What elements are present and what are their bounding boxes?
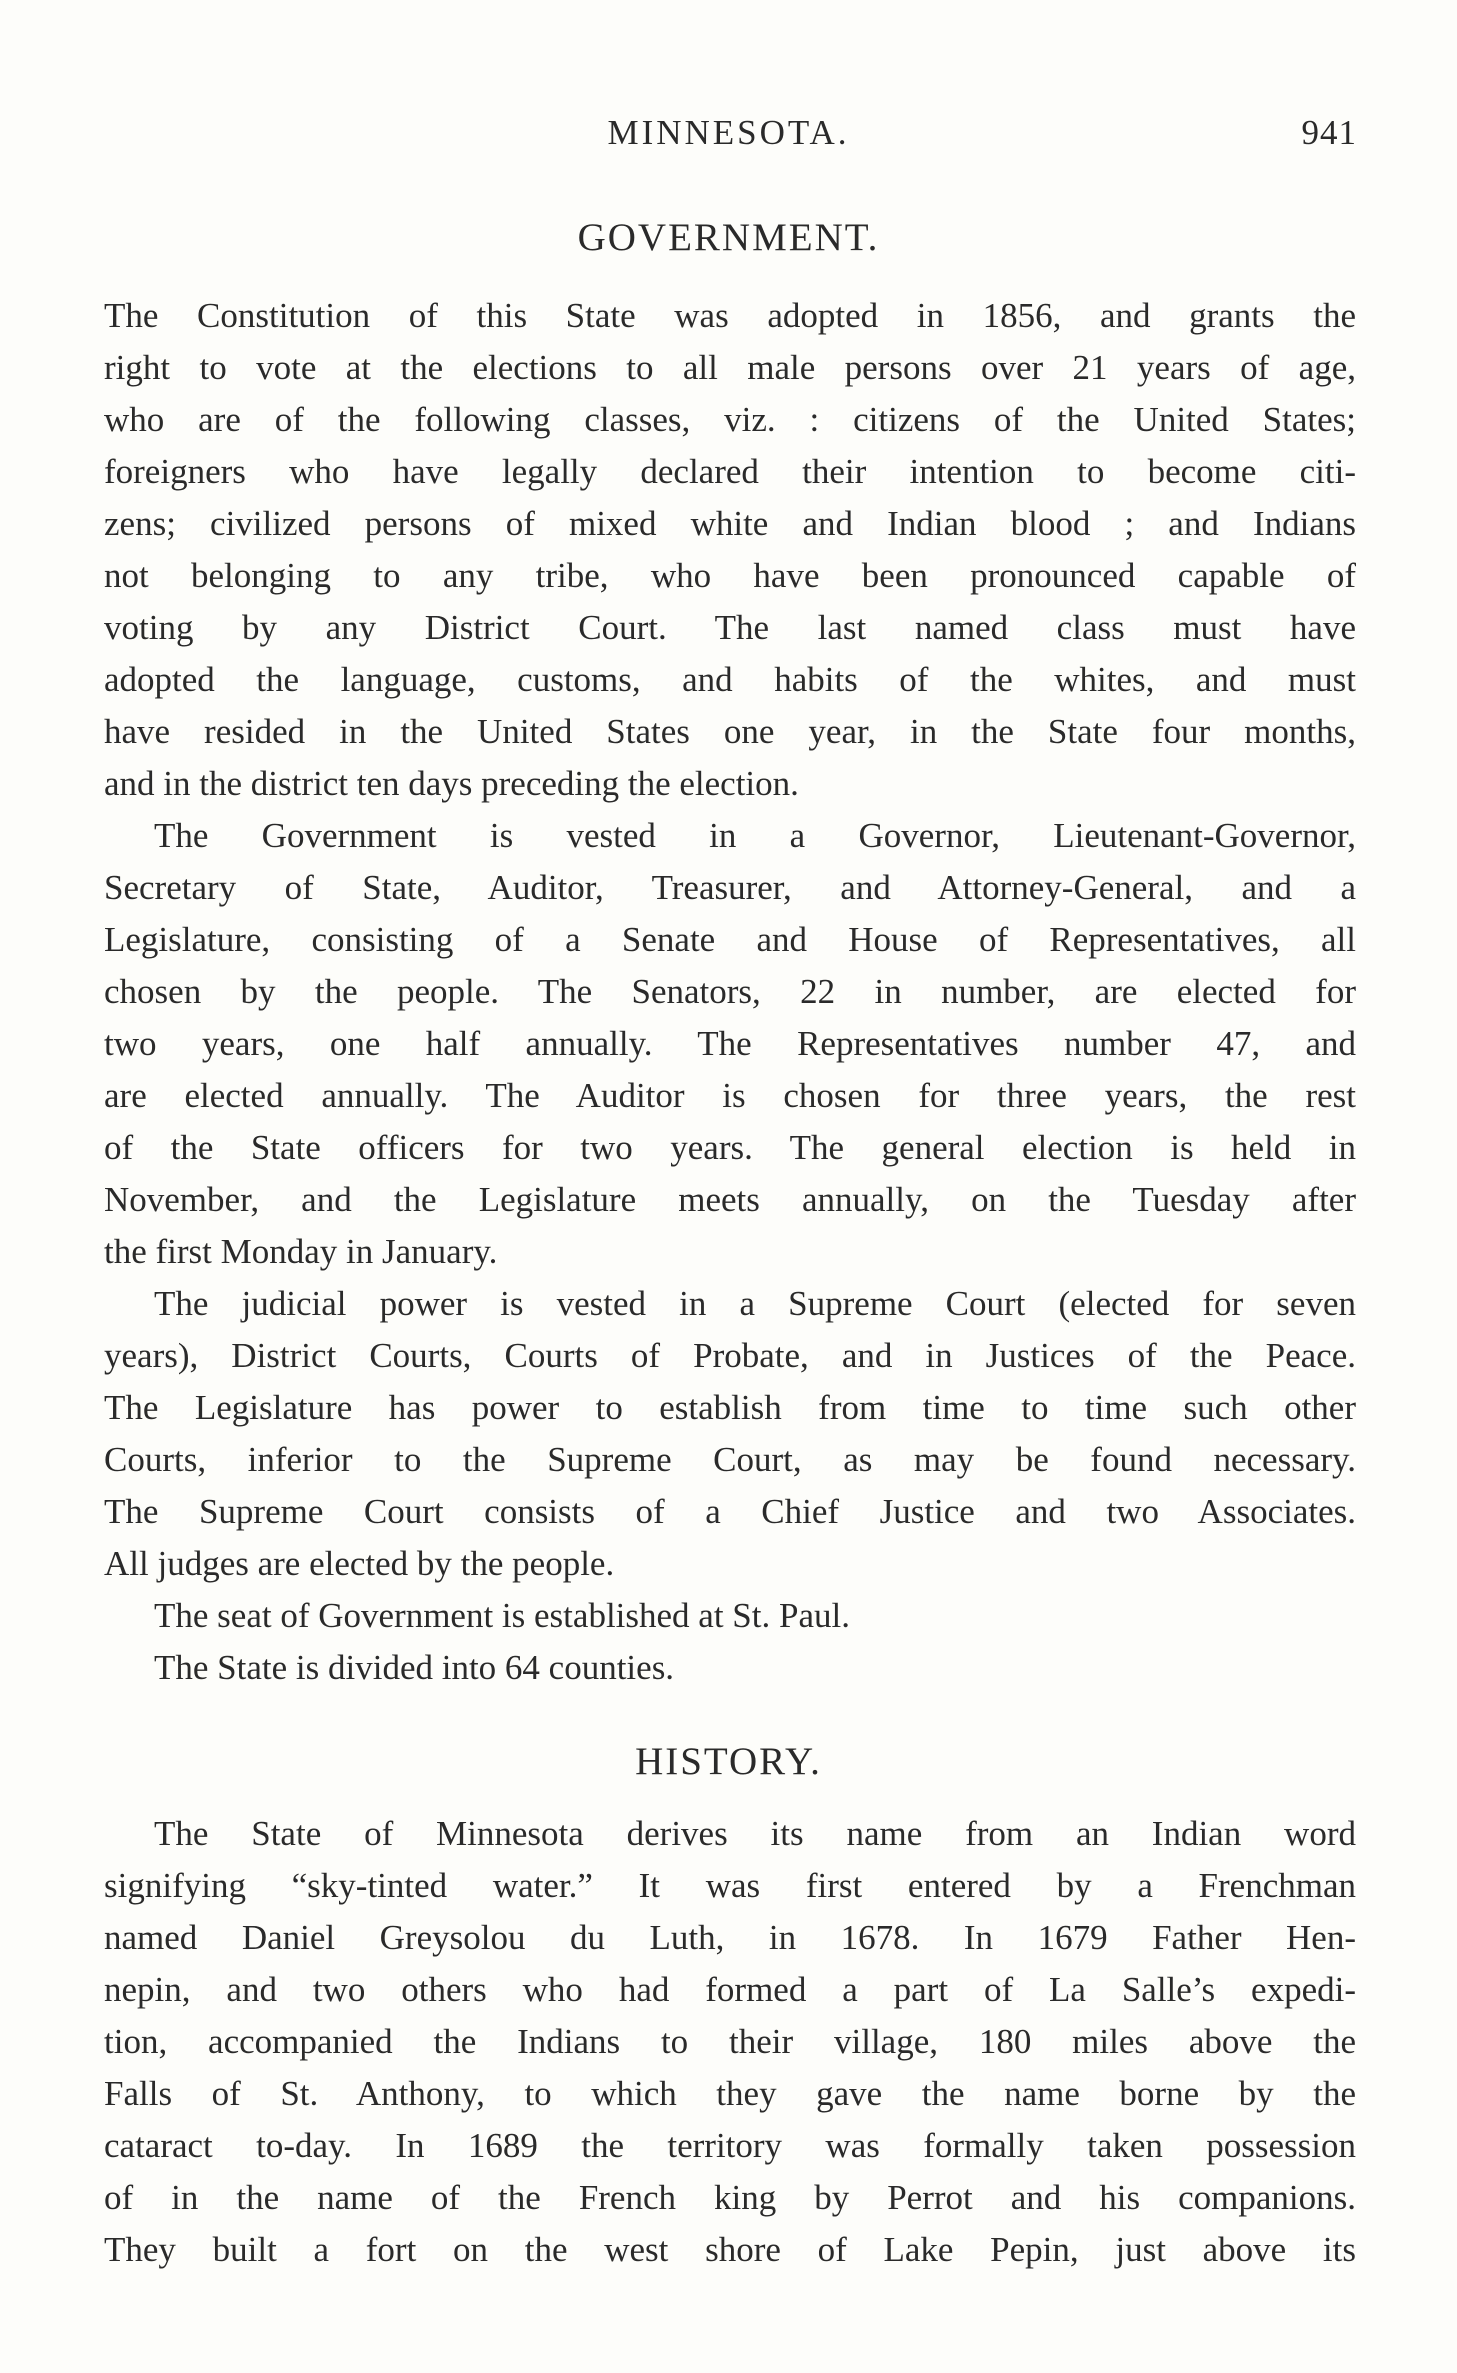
- text-line: of in the name of the French king by Perrot and his companions.: [104, 2178, 1356, 2217]
- text-line: cataract to-day. In 1689 the territory was formally taken possession: [104, 2126, 1356, 2165]
- text-line: voting by any District Court. The last named class must have: [104, 608, 1356, 647]
- text-line: right to vote at the elections to all male persons over 21 years of age,: [104, 348, 1356, 387]
- running-header: [0, 108, 1457, 158]
- text-line: They built a fort on the west shore of Lake Pepin, just above its: [104, 2230, 1356, 2269]
- text-line: Secretary of State, Auditor, Treasurer, and Attorney-General, and a: [104, 868, 1356, 907]
- text-line: not belonging to any tribe, who have been pronounced capable of: [104, 556, 1356, 595]
- government-section: [104, 290, 1356, 1694]
- text-line: The State of Minnesota derives its name from an Indian word: [154, 1814, 1356, 1853]
- text-line: and in the district ten days preceding the election.: [104, 764, 799, 803]
- text-line: nepin, and two others who had formed a part of La Salle’s expedi-: [104, 1970, 1356, 2009]
- text-line: November, and the Legislature meets annually, on the Tuesday after: [104, 1180, 1356, 1219]
- text-line: The Constitution of this State was adopted in 1856, and grants the: [104, 296, 1356, 335]
- text-line: chosen by the people. The Senators, 22 in number, are elected for: [104, 972, 1356, 1011]
- text-line: who are of the following classes, viz. : citizens of the United States;: [104, 400, 1356, 439]
- text-line: named Daniel Greysolou du Luth, in 1678. In 1679 Father Hen-: [104, 1918, 1356, 1957]
- history-heading: HISTORY.: [635, 1740, 822, 1783]
- text-line: The seat of Government is established at St. Paul.: [154, 1596, 850, 1635]
- text-line: All judges are elected by the people.: [104, 1544, 615, 1583]
- text-line: two years, one half annually. The Representatives number 47, and: [104, 1024, 1356, 1063]
- text-line: are elected annually. The Auditor is chosen for three years, the rest: [104, 1076, 1356, 1115]
- history-section: [104, 1808, 1356, 2276]
- text-line: of the State officers for two years. The general election is held in: [104, 1128, 1356, 1167]
- text-line: The State is divided into 64 counties.: [154, 1648, 675, 1687]
- text-line: The Government is vested in a Governor, Lieutenant-Governor,: [154, 816, 1356, 855]
- text-line: tion, accompanied the Indians to their village, 180 miles above the: [104, 2022, 1356, 2061]
- running-title: MINNESOTA.: [607, 113, 850, 152]
- text-line: years), District Courts, Courts of Probate, and in Justices of the Peace.: [104, 1336, 1356, 1375]
- text-line: have resided in the United States one year, in the State four months,: [104, 712, 1356, 751]
- text-line: zens; civilized persons of mixed white and Indian blood ; and Indians: [104, 504, 1356, 543]
- text-line: Legislature, consisting of a Senate and House of Representatives, all: [104, 920, 1356, 959]
- text-line: the first Monday in January.: [104, 1232, 498, 1271]
- text-line: adopted the language, customs, and habits of the whites, and must: [104, 660, 1356, 699]
- page-number: 941: [1301, 113, 1357, 152]
- text-line: Courts, inferior to the Supreme Court, as may be found necessary.: [104, 1440, 1356, 1479]
- text-line: The Supreme Court consists of a Chief Justice and two Associates.: [104, 1492, 1356, 1531]
- government-heading: GOVERNMENT.: [577, 216, 880, 259]
- text-line: foreigners who have legally declared their intention to become citi-: [104, 452, 1356, 491]
- text-line: Falls of St. Anthony, to which they gave the name borne by the: [104, 2074, 1356, 2113]
- text-line: signifying “sky-tinted water.” It was first entered by a Frenchman: [104, 1866, 1356, 1905]
- text-line: The Legislature has power to establish from time to time such other: [104, 1388, 1356, 1427]
- text-line: The judicial power is vested in a Supreme Court (elected for seven: [154, 1284, 1356, 1323]
